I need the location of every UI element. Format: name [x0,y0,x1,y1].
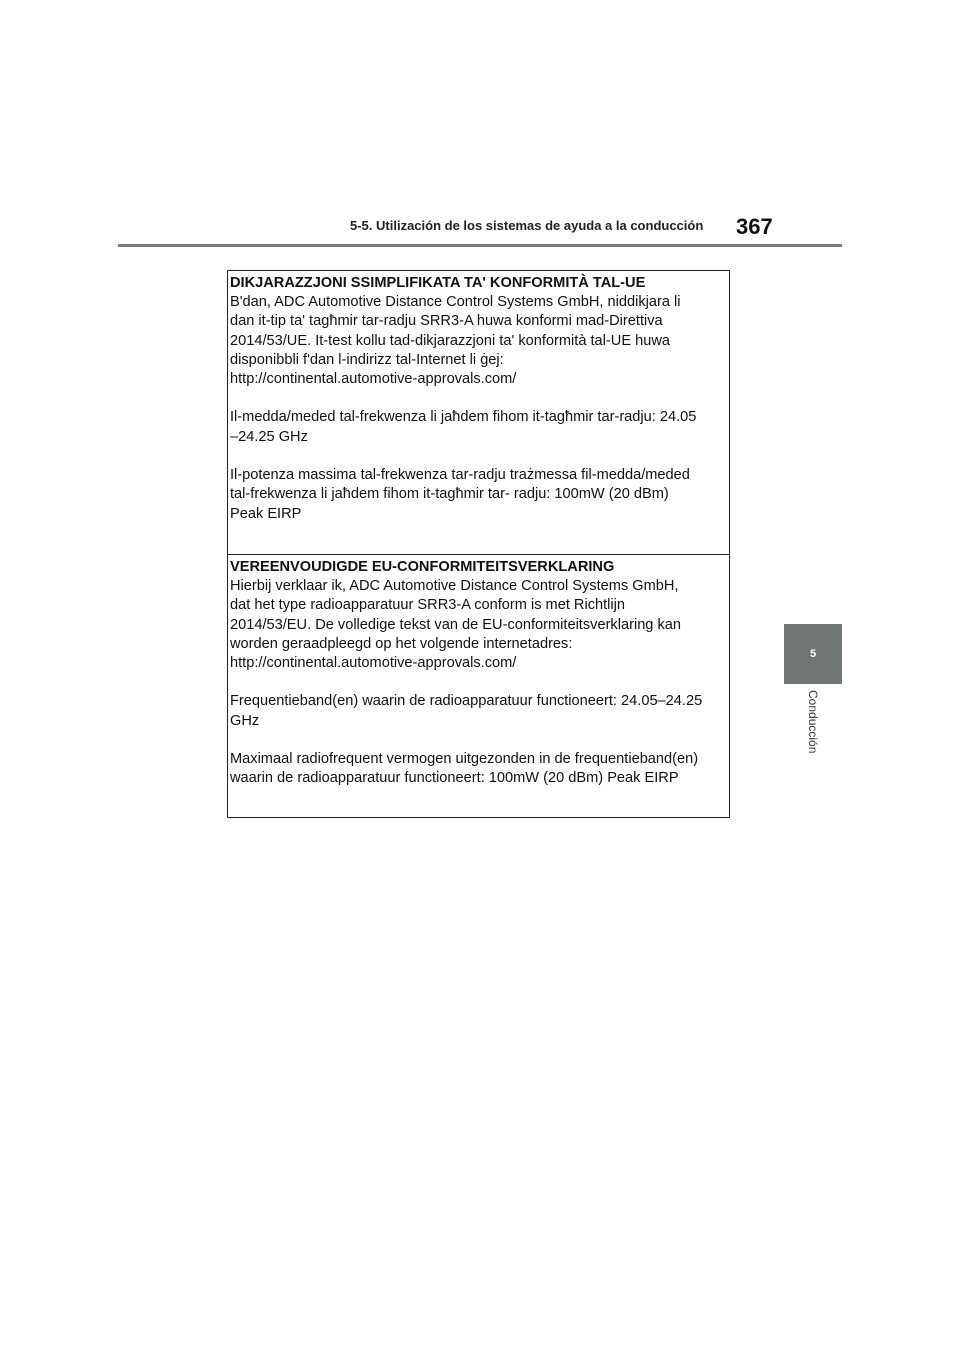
maltese-paragraph-3: Il-potenza massima tal-frekwenza tar-radju trażmessa fil-medda/meded tal-frekwenza li jaħdem fihom it-tagħmir tar- radju: 100mW (20 dBm) Peak EIRP [230,467,690,522]
dutch-paragraph-1: Hierbij verklaar ik, ADC Automotive Distance Control Systems GmbH, dat het type radioapparatuur SRR3-A conform is met Richtlijn 2014/53/EU. De volledige tekst van de EU-conformiteitsverklaring kan worden geraadpleegd op het volgende internetadres: http://continental.automotive-approvals.com/ [230,578,682,672]
declaration-box [227,270,730,818]
chapter-label-container [784,690,842,770]
dutch-declaration [228,554,729,817]
maltese-paragraph-1: B'dan, ADC Automotive Distance Control Systems GmbH, niddikjara li dan it-tip ta' tagħmir tar-radju SRR3-A huwa konformi mad-Direttiva 2014/53/UE. It-test kollu tad-dikjarazzjoni ta' konformità tal-UE huwa disponibbli f'dan l-indirizz tal-Internet li ġej: http://continental.automotive-approvals.com/ [230,294,681,388]
chapter-tab [784,624,842,684]
dutch-paragraph-3: Maximaal radiofrequent vermogen uitgezonden in de frequentieband(en) waarin de radioapparatuur functioneert: 100mW (20 dBm) Peak EIRP [230,751,699,787]
chapter-number: 5 [809,648,817,660]
dutch-paragraph-2: Frequentieband(en) waarin de radioapparatuur functioneert: 24.05–24.25 GHz [230,693,703,729]
maltese-title: DIKJARAZZJONI SSIMPLIFIKATA TA' KONFORMITÀ TAL-UE [230,275,646,291]
page-number: 367 [736,214,773,239]
maltese-declaration [228,271,729,554]
chapter-label: Conducción [806,690,820,754]
dutch-title: VEREENVOUDIGDE EU-CONFORMITEITSVERKLARING [230,559,615,575]
header-divider [118,244,842,247]
maltese-paragraph-2: Il-medda/meded tal-frekwenza li jaħdem fihom it-tagħmir tar-radju: 24.05 –24.25 GHz [230,409,697,445]
section-heading: 5-5. Utilización de los sistemas de ayuda a la conducción [350,218,704,233]
